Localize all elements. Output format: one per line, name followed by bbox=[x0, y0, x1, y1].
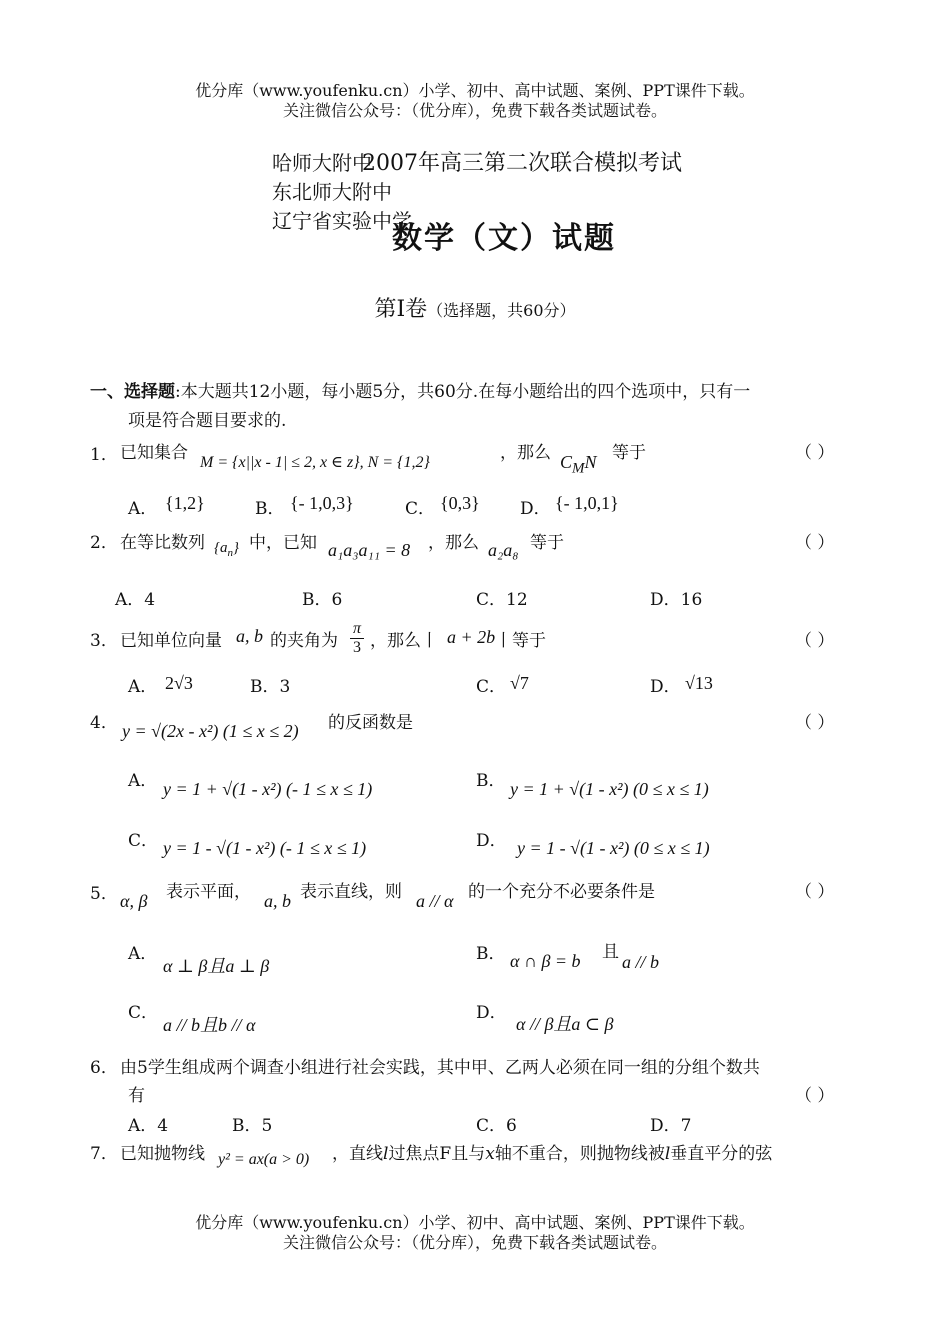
q4-option-a: y = 1 + √(1 - x²) (- 1 ≤ x ≤ 1) bbox=[163, 779, 373, 799]
q5-option-b-conj: 且 bbox=[602, 942, 619, 962]
q5-lines: a, b bbox=[264, 891, 291, 911]
q3-option-b-value: 3 bbox=[279, 677, 291, 697]
q1-complement-sub: M bbox=[572, 460, 585, 477]
exam-title: 2007年高三第二次联合模拟考试 bbox=[362, 151, 682, 176]
q2-option-a bbox=[115, 585, 155, 610]
q5-number: 5． bbox=[90, 884, 118, 904]
q3-fraction-num: π bbox=[350, 620, 364, 639]
q2-stem-c: ，那么 bbox=[428, 533, 479, 553]
q1-option-c-label: C． bbox=[405, 499, 436, 519]
q3-stem-d: 丨等于 bbox=[495, 631, 546, 651]
q4-option-b-label: B． bbox=[476, 771, 506, 791]
q7-stem-b: ，直线 bbox=[332, 1144, 383, 1164]
q1-option-a-label: A． bbox=[128, 499, 158, 519]
q3-number: 3． bbox=[90, 631, 118, 651]
q6-stem-1: 由5学生组成两个调查小组进行社会实践，其中甲、乙两人必须在同一组的分组个数共 bbox=[120, 1058, 760, 1078]
q1-stem-c: 等于 bbox=[612, 443, 646, 463]
q3-fraction-den: 3 bbox=[353, 639, 361, 656]
q1-option-c: {0,3} bbox=[440, 493, 480, 513]
volume-main: 第Ⅰ卷 bbox=[374, 297, 428, 322]
q2-option-a-label: A． bbox=[115, 590, 145, 610]
q2-option-d-value: 16 bbox=[680, 590, 703, 610]
q2-option-c-value: 12 bbox=[506, 590, 528, 610]
q2-number: 2． bbox=[90, 533, 118, 553]
q4-function: y = √(2x - x²) (1 ≤ x ≤ 2) bbox=[122, 721, 299, 741]
q3-stem-b: 的夹角为 bbox=[270, 631, 338, 651]
q5-stem-a: 表示平面， bbox=[166, 882, 251, 902]
q4-option-a-label: A． bbox=[128, 771, 158, 791]
q6-option-b bbox=[232, 1111, 272, 1136]
q3-option-c-label: C． bbox=[476, 677, 507, 697]
q2-stem-d: 等于 bbox=[530, 533, 564, 553]
q2-option-d-label: D． bbox=[650, 590, 681, 610]
q2-condition: a₁a₃a₁₁ = 8 bbox=[328, 540, 411, 560]
q6-stem-2: 有 bbox=[128, 1086, 145, 1106]
q5-option-a: α ⊥ β且a ⊥ β bbox=[163, 956, 270, 976]
school-1: 哈师大附中 bbox=[272, 151, 372, 175]
q7-stem-rest bbox=[332, 1139, 772, 1164]
q7-line-l: l bbox=[383, 1144, 389, 1164]
footer-line-2: 关注微信公众号：（优分库），免费下载各类试题试卷。 bbox=[282, 1233, 667, 1252]
q1-option-d: {- 1,0,1} bbox=[555, 493, 619, 513]
q5-option-b-extra: a // b bbox=[622, 952, 660, 972]
q7-number: 7． bbox=[90, 1144, 118, 1164]
q1-complement bbox=[560, 452, 597, 478]
q2-option-d bbox=[650, 585, 702, 610]
q5-option-c: a // b且b // α bbox=[163, 1015, 256, 1035]
q6-option-c bbox=[476, 1111, 517, 1136]
q5-answer-blank: （ ） bbox=[795, 882, 835, 902]
q3-stem-c: ，那么丨 bbox=[370, 631, 438, 651]
q2-option-b-label: B． bbox=[302, 590, 332, 610]
q2-option-b bbox=[302, 585, 342, 610]
q1-set: M = {x||x - 1| ≤ 2, x ∈ z}, N = {1,2} bbox=[200, 454, 430, 471]
q3-option-a-label: A． bbox=[128, 677, 158, 697]
q4-option-d-label: D． bbox=[476, 831, 507, 851]
q5-option-d-label: D． bbox=[476, 1003, 507, 1023]
q2-option-c bbox=[476, 585, 528, 610]
q7-stem-e: 垂直平分的弦 bbox=[670, 1144, 773, 1164]
q4-option-d: y = 1 - √(1 - x²) (0 ≤ x ≤ 1) bbox=[517, 838, 710, 858]
q1-option-b: {- 1,0,3} bbox=[290, 493, 354, 513]
q3-vars: a, b bbox=[236, 626, 263, 646]
section-intro bbox=[90, 377, 750, 402]
q4-number: 4． bbox=[90, 713, 118, 733]
q1-option-b-label: B． bbox=[255, 499, 285, 519]
q3-option-b-label: B． bbox=[250, 677, 280, 697]
q2-option-c-label: C． bbox=[476, 590, 507, 610]
q1-option-d-label: D． bbox=[520, 499, 551, 519]
q4-option-c-label: C． bbox=[128, 831, 159, 851]
q4-option-b: y = 1 + √(1 - x²) (0 ≤ x ≤ 1) bbox=[510, 779, 709, 799]
q2-seq-close: } bbox=[233, 540, 239, 556]
school-3: 辽宁省实验中学 bbox=[272, 209, 412, 233]
q5-planes: α, β bbox=[120, 891, 148, 911]
q6-number: 6． bbox=[90, 1058, 118, 1078]
q1-stem-b: ，那么 bbox=[500, 443, 551, 463]
q5-option-a-label: A． bbox=[128, 944, 158, 964]
q3-stem-a: 已知单位向量 bbox=[120, 631, 222, 651]
q3-option-b bbox=[250, 672, 290, 697]
header-line-1: 优分库（www.youfenku.cn）小学、初中、高中试题、案例、PPT课件下载。 bbox=[195, 81, 755, 100]
q1-option-a: {1,2} bbox=[165, 493, 205, 513]
section-label: 一、选择题 bbox=[90, 382, 175, 402]
q5-stem-b: 表示直线，则 bbox=[300, 882, 402, 902]
section-intro-2: 项是符合题目要求的. bbox=[128, 411, 287, 431]
q3-option-c: √7 bbox=[510, 673, 529, 693]
q6-answer-blank: （ ） bbox=[795, 1086, 835, 1106]
q4-option-c: y = 1 - √(1 - x²) (- 1 ≤ x ≤ 1) bbox=[163, 838, 367, 858]
school-2: 东北师大附中 bbox=[272, 180, 392, 204]
volume-note: （选择题，共60分） bbox=[427, 301, 576, 320]
q7-line-l-2: l bbox=[664, 1144, 671, 1164]
q7-stem-c: 过焦点F且与 bbox=[388, 1144, 486, 1164]
q7-stem-a: 已知抛物线 bbox=[120, 1144, 205, 1164]
q3-option-a: 2√3 bbox=[165, 673, 193, 693]
q2-option-b-value: 6 bbox=[331, 590, 343, 610]
q2-stem-b: 中，已知 bbox=[249, 533, 317, 553]
q4-answer-blank: （ ） bbox=[795, 713, 835, 733]
section-intro-text: :本大题共12小题，每小题5分，共60分.在每小题给出的四个选项中，只有一 bbox=[175, 382, 751, 402]
q6-option-d bbox=[650, 1111, 691, 1136]
q2-option-a-value: 4 bbox=[144, 590, 156, 610]
q5-option-c-label: C． bbox=[128, 1003, 159, 1023]
q2-sequence bbox=[214, 540, 239, 559]
q1-stem-a: 已知集合 bbox=[120, 443, 188, 463]
q2-target: a₂a₈ bbox=[488, 540, 519, 560]
q1-number: 1． bbox=[90, 445, 118, 465]
q3-expr: a + 2b bbox=[447, 627, 496, 647]
q6-option-a-value: 4 bbox=[157, 1116, 169, 1136]
q6-option-d-label: D． bbox=[650, 1116, 681, 1136]
q6-option-b-value: 5 bbox=[261, 1116, 273, 1136]
q7-parabola: y² = ax(a > 0) bbox=[218, 1151, 310, 1168]
q5-stem-c: 的一个充分不必要条件是 bbox=[468, 882, 655, 902]
q6-option-a-label: A． bbox=[128, 1116, 158, 1136]
q4-stem: 的反函数是 bbox=[328, 713, 413, 733]
header-line-2: 关注微信公众号：（优分库），免费下载各类试题试卷。 bbox=[282, 101, 667, 120]
subject-title: 数学（文）试题 bbox=[392, 221, 616, 256]
q3-option-d: √13 bbox=[685, 673, 713, 693]
q1-answer-blank: （ ） bbox=[795, 443, 835, 463]
q6-option-d-value: 7 bbox=[680, 1116, 692, 1136]
q3-option-d-label: D． bbox=[650, 677, 681, 697]
q2-answer-blank: （ ） bbox=[795, 533, 835, 553]
q1-complement-n: N bbox=[584, 452, 597, 472]
q5-option-d: α // β且a ⊂ β bbox=[516, 1014, 614, 1034]
q7-stem-d: 轴不重合，则抛物线被 bbox=[494, 1144, 665, 1164]
q3-answer-blank: （ ） bbox=[795, 631, 835, 651]
q5-target: a // α bbox=[416, 891, 454, 911]
q7-x-axis: x bbox=[485, 1144, 495, 1164]
q2-seq-open: {a bbox=[214, 540, 228, 556]
q1-complement-c: C bbox=[560, 452, 573, 472]
q6-option-b-label: B． bbox=[232, 1116, 262, 1136]
q6-option-c-value: 6 bbox=[506, 1116, 517, 1136]
q5-option-b-label: B． bbox=[476, 944, 506, 964]
q6-option-c-label: C． bbox=[476, 1116, 507, 1136]
q3-fraction bbox=[350, 620, 364, 657]
q5-option-b: α ∩ β = b bbox=[510, 951, 581, 971]
q6-option-a bbox=[128, 1111, 168, 1136]
q2-seq-sub: n bbox=[227, 547, 233, 559]
volume-heading bbox=[0, 292, 950, 323]
q2-stem-a: 在等比数列 bbox=[120, 533, 205, 553]
footer-line-1: 优分库（www.youfenku.cn）小学、初中、高中试题、案例、PPT课件下载。 bbox=[195, 1213, 755, 1232]
